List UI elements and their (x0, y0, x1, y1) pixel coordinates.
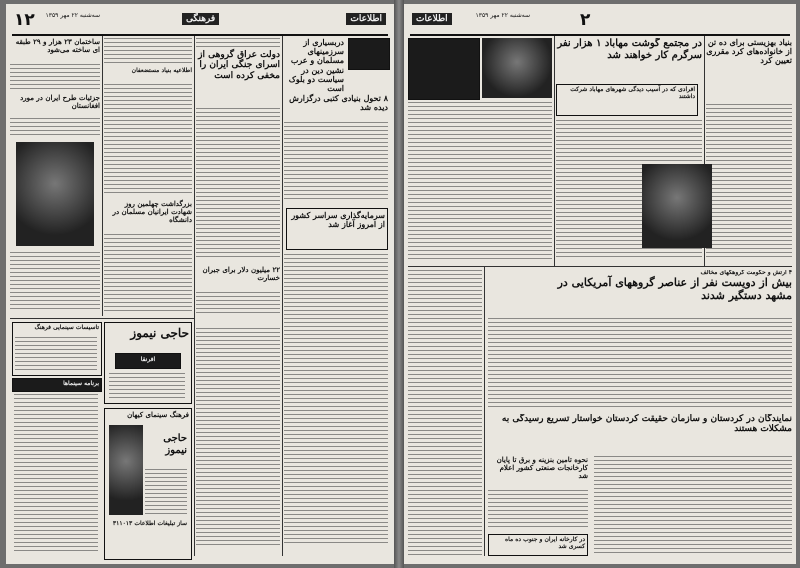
banner-story (556, 270, 792, 314)
col-photo-story (408, 38, 552, 268)
ad-subtitle: تاسیسات سینمایی فرهنگ (34, 324, 99, 331)
logo-box (348, 38, 390, 70)
subhead-box (556, 84, 698, 116)
left-page (6, 4, 394, 564)
cinema-ad-box (12, 322, 102, 376)
headline: جزئیات طرح ایران در مورد افغانستان (20, 93, 100, 111)
headline: در کارخانه ایران و جنوب ده ماه کسری شد (505, 536, 585, 550)
main-headline: در مجتمع گوشت مهاباد ۱ هزار نفر سرگرم کار خواهند شد (557, 38, 702, 61)
headline: نمایندگان در کردستان و سازمان حقیقت کردستان خواستار تسریع رسیدگی به مشکلات هستند (501, 414, 792, 435)
masthead-logo: اطلاعات (412, 13, 452, 25)
headline: بزرگداشت چهلمین روز شهادت ایرانیان مسلمان در دانشگاه (112, 199, 192, 225)
col-religion-politics (284, 38, 390, 558)
ad-photo (109, 425, 143, 515)
section-label: فرهنگی (182, 13, 219, 25)
banner-headline: بیش از دویست نفر از عناصر گروههای آمریکایی در مشهد دستگیر شدند (557, 275, 792, 302)
subhead: افرادی که در آسیب دیدگی شهرهای مهاباد شرکت داشتند (570, 86, 695, 100)
masthead-logo: اطلاعات (346, 13, 386, 25)
headline: دولت عراق گروهی از اسرای جنگی ایران را مخفی کرده است (198, 50, 280, 81)
movie-ad-2 (104, 408, 192, 560)
ad-title: حاجی نیموز (130, 326, 189, 340)
ad-title: حاجی نیموز (163, 433, 187, 456)
bottom-story (488, 414, 792, 450)
headline: ساختمان ۲۳ هزار و ۲۹ طبقه ای ساخته می‌شود (15, 38, 100, 55)
ad-footer: ساز تبلیغات اطلاعات ۳۱۱۰۱۳ (112, 520, 187, 527)
col-iraq-prisoners (196, 38, 280, 558)
headline: نحوه تامین بنزینه و برق تا پایان کارخانجات صنعتی کشور اعلام شد (496, 456, 588, 481)
col-announcements (104, 38, 192, 318)
headline: بنیاد بهزیستی برای ده تن از خانواده‌های کرد مقرری تعیین کرد (706, 38, 792, 66)
headline: ۸ تحول بنیادی کتبی درگزارش دیده شد (289, 93, 388, 113)
headline: دربسیاری از سرزمینهای مسلمان و عرب نشین دین در سیاست دو بلوک است (288, 38, 344, 93)
dateline: سه‌شنبه ۲۲ مهر ۱۳۵۹ (45, 12, 100, 19)
cinema-header (12, 378, 102, 392)
cinema-header-text: برنامه سینماها (63, 380, 99, 387)
headline: سرمایه‌گذاری سراسر کشور از امروز آغاز شد (291, 210, 385, 230)
photo-box (408, 38, 480, 100)
page-number: ۱۲ (14, 10, 35, 30)
page-number: ۲ (580, 10, 591, 30)
ad-subtitle: فرهنگ سینمای کیهان (127, 410, 189, 419)
page-gutter (394, 0, 404, 568)
ad-subtitle: افرنقا (140, 356, 156, 363)
photo (482, 38, 552, 98)
news-photo (642, 164, 712, 248)
bottom-story-2 (488, 456, 588, 556)
boxed-story (286, 208, 388, 250)
kicker: ۴ ارتش و حکومت گروهکهای مخالف (700, 270, 792, 276)
globe-photo (16, 142, 94, 246)
col-welfare (706, 38, 792, 268)
dateline: سه‌شنبه ۲۲ مهر ۱۳۵۹ (475, 12, 530, 19)
headline: اطلاعیه بنیاد مستضعفان (131, 67, 192, 74)
left-page-header (12, 10, 388, 36)
right-page-header (410, 10, 790, 36)
col-news-briefs (10, 38, 100, 318)
headline: ۲۲ میلیون دلار برای جبران خسارت (202, 265, 280, 283)
right-page (404, 4, 796, 564)
movie-ad-1 (104, 322, 192, 404)
